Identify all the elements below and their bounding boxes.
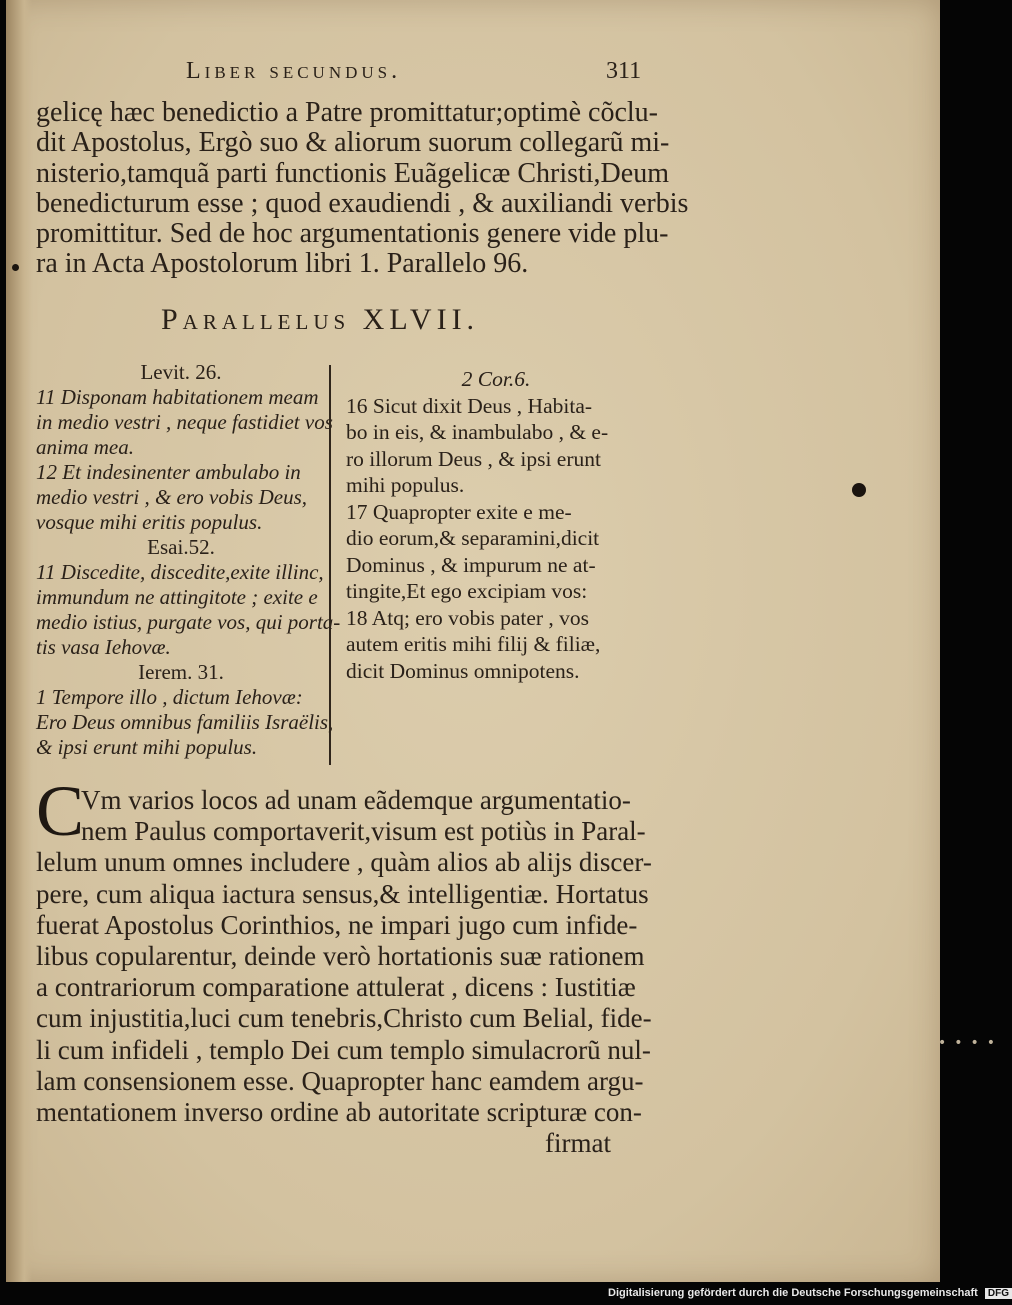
verse-line: Dominus , & impurum ne at- <box>346 552 596 577</box>
intro-paragraph <box>36 97 689 280</box>
verse-line: bo in eis, & inambulabo , & e- <box>346 420 609 444</box>
text-line: nem Paulus comportaverit,visum est potiùs in Paral- <box>81 816 646 847</box>
right-column <box>346 366 646 684</box>
verse-line: Ero Deus omnibus familiis Israëlis, <box>36 710 334 734</box>
verse-line: mihi populus. <box>346 473 465 497</box>
text-line: benedicturum esse ; quod exaudiendi , & auxiliandi verbis <box>36 187 689 219</box>
text-line: gelicę hæc benedictio a Patre promittatur;optimè cõclu- <box>36 97 659 128</box>
dfg-logo: DFG <box>985 1288 1012 1299</box>
verse-line: tingite,Et ego excipiam vos: <box>346 579 588 603</box>
text-line: a contrariorum comparatione attulerat , dicens : Iustitiæ <box>36 972 636 1003</box>
text-line: libus copularentur, deinde verò hortationis suæ rationem <box>36 941 645 972</box>
verse-line: anima mea. <box>36 435 134 459</box>
book-page <box>6 0 940 1282</box>
text-line: Vm varios locos ad unam eãdemque argumentatio- <box>81 785 631 815</box>
text-line: ra in Acta Apostolorum libri 1. Parallelo 96. <box>36 248 529 280</box>
scripture-reference: Levit. 26. <box>140 360 222 384</box>
text-line: li cum infideli , templo Dei cum templo simulacrorũ nul- <box>36 1034 651 1065</box>
text-line: cum injustitia,luci cum tenebris,Christo cum Belial, fide- <box>36 1003 652 1034</box>
verse-line: autem eritis mihi filij & filiæ, <box>346 632 601 656</box>
verse-line: & ipsi erunt mihi populus. <box>36 735 258 759</box>
text-line: nisterio,tamquã parti functionis Euãgelicæ Christi,Deum <box>36 157 669 189</box>
folio-number: 311 <box>606 58 642 84</box>
body-paragraph <box>36 785 652 1159</box>
verse-line: tis vasa Iehovæ. <box>36 635 171 659</box>
verse-line: 17 Quapropter exite e me- <box>346 499 572 524</box>
verse-line: dio eorum,& separamini,dicit <box>346 526 600 550</box>
ink-spot <box>12 264 19 271</box>
scripture-reference: 2 Cor.6. <box>461 367 531 391</box>
verse-line: immundum ne attingitote ; exite e <box>36 585 318 609</box>
left-column <box>36 360 341 760</box>
scripture-reference: Ierem. 31. <box>138 660 224 684</box>
drop-capital: C <box>36 771 85 851</box>
column-divider <box>329 365 331 765</box>
edge-marks: •••• <box>938 1035 1004 1051</box>
verse-line: in medio vestri , neque fastidiet vos <box>36 410 333 434</box>
verse-line: medio vestri , & ero vobis Deus, <box>36 485 308 509</box>
text-line: lelum unum omnes includere , quàm alios ab alijs discer- <box>36 847 652 878</box>
verse-line: 18 Atq; ero vobis pater , vos <box>346 605 590 630</box>
verse-line: 16 Sicut dixit Deus , Habita- <box>346 393 593 418</box>
verse-line: 11 Disponam habitationem meam <box>36 385 319 409</box>
scripture-reference: Esai.52. <box>147 535 215 559</box>
text-line: promittitur. Sed de hoc argumentationis genere vide plu- <box>36 218 669 250</box>
running-header <box>6 58 940 98</box>
text-line: pere, cum aliqua iactura sensus,& intelligentiæ. Hortatus <box>36 878 649 909</box>
digitization-credit <box>608 1287 1012 1299</box>
ink-spot <box>852 483 866 497</box>
text-line: lam consensionem esse. Quapropter hanc eamdem argu- <box>36 1065 644 1096</box>
text-line: fuerat Apostolus Corinthios, ne impari jugo cum infide- <box>36 909 638 940</box>
page-gutter-shadow <box>6 0 32 1282</box>
verse-line: medio istius, purgate vos, qui porta- <box>36 610 341 634</box>
catchword: firmat <box>545 1128 611 1159</box>
verse-line: dicit Dominus omnipotens. <box>346 658 580 683</box>
running-title: Liber secundus. <box>186 58 402 84</box>
text-line: dit Apostolus, Ergò suo & aliorum suorum collegarũ mi- <box>36 127 670 159</box>
credit-text: Digitalisierung gefördert durch die Deutsche Forschungsgemeinschaft <box>608 1287 978 1299</box>
verse-line: 1 Tempore illo , dictum Iehovæ: <box>36 685 303 709</box>
verse-line: 12 Et indesinenter ambulabo in <box>36 460 301 484</box>
verse-line: vosque mihi eritis populus. <box>36 510 263 534</box>
section-title: Parallelus XLVII. <box>161 303 480 336</box>
text-line: mentationem inverso ordine ab autoritate scripturæ con- <box>36 1097 642 1128</box>
verse-line: ro illorum Deus , & ipsi erunt <box>346 446 601 471</box>
verse-line: 11 Discedite, discedite,exite illinc, <box>36 560 324 584</box>
